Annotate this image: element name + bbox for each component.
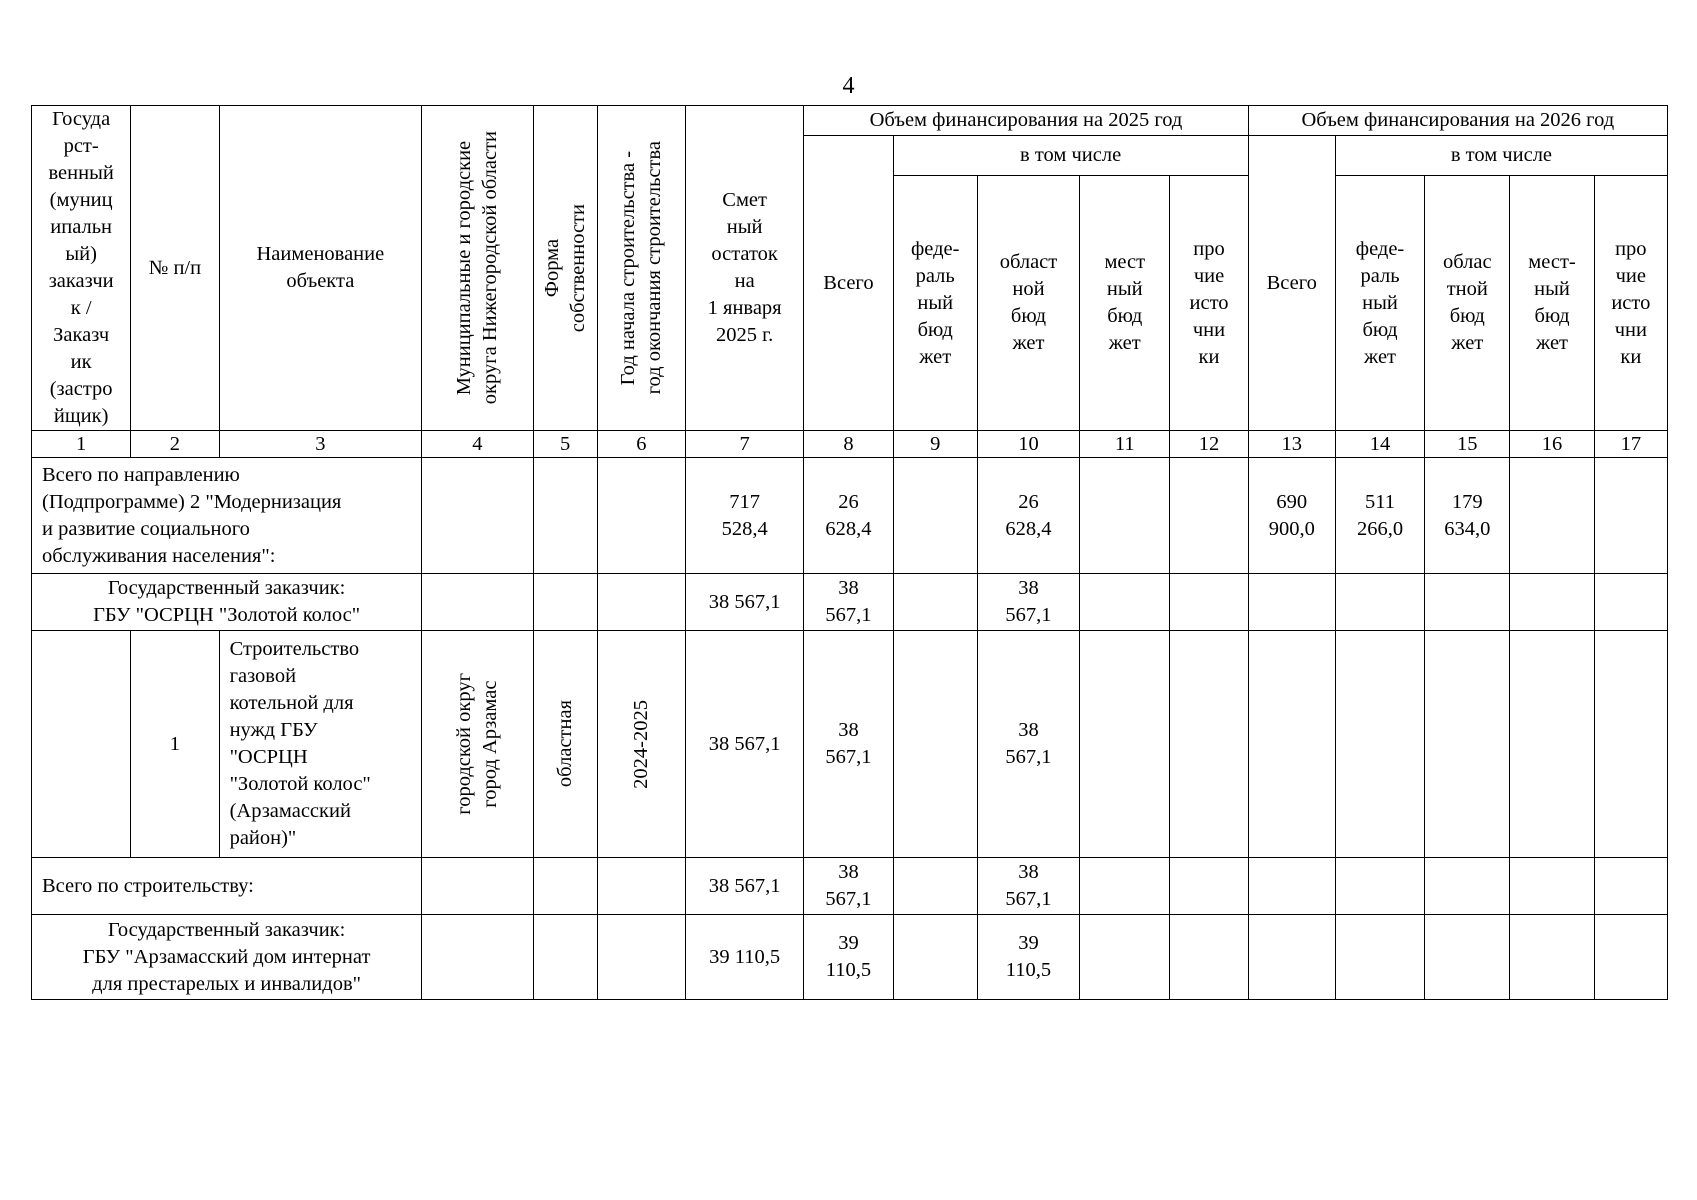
header-remaining: Смет ный остаток на 1 января 2025 г. [685,106,803,431]
header-local-2025: мест ный бюд жет [1080,176,1170,431]
object-1-years [597,631,685,858]
table-row-subprogram-total [32,458,1668,574]
header-federal-2025: феде- раль ный бюд жет [893,176,977,431]
subprogram-regional-2026: 179 634,0 [1425,458,1510,574]
empty-cell [1594,631,1667,858]
financing-table [31,105,1668,1000]
empty-cell [1594,858,1667,915]
empty-cell [1248,915,1335,1000]
column-number: 9 [893,431,977,458]
empty-cell [597,574,685,631]
subprogram-federal-2026: 511 266,0 [1335,458,1424,574]
empty-cell [1248,631,1335,858]
object-1-municipal-text: городской округ город Арзамас [453,673,502,815]
header-total-2025: Всего [804,136,893,431]
empty-cell [1335,915,1424,1000]
empty-cell [1335,858,1424,915]
subprogram-total-2025: 26 628,4 [804,458,893,574]
empty-cell [32,631,131,858]
column-number: 4 [422,431,533,458]
empty-cell [1594,458,1667,574]
empty-cell [1248,574,1335,631]
column-number: 14 [1335,431,1424,458]
empty-cell [1170,858,1248,915]
column-number: 10 [977,431,1079,458]
header-total-2026: Всего [1248,136,1335,431]
empty-cell [1080,858,1170,915]
header-regional-2025: област ной бюд жет [977,176,1079,431]
header-ownership-text: Форма собственности [541,203,590,333]
empty-cell [1425,915,1510,1000]
empty-cell [1425,631,1510,858]
empty-cell [1594,915,1667,1000]
empty-cell [597,915,685,1000]
object-1-regional-2025: 38 567,1 [977,631,1079,858]
header-funding-2026: Объем финансирования на 2026 год [1248,106,1667,136]
customer-1-regional-2025: 38 567,1 [977,574,1079,631]
empty-cell [533,574,597,631]
table-row-object-1 [32,631,1668,858]
empty-cell [533,858,597,915]
column-number: 17 [1594,431,1667,458]
table-row-customer-1 [32,574,1668,631]
empty-cell [1080,631,1170,858]
header-years [597,106,685,431]
column-number: 16 [1510,431,1594,458]
object-1-ownership [533,631,597,858]
empty-cell [1080,574,1170,631]
empty-cell [1170,574,1248,631]
empty-cell [893,631,977,858]
empty-cell [422,915,533,1000]
empty-cell [422,858,533,915]
empty-cell [1080,458,1170,574]
column-number: 12 [1170,431,1248,458]
customer-2-remaining: 39 110,5 [685,915,803,1000]
empty-cell [1170,915,1248,1000]
header-regional-2026: облас тной бюд жет [1425,176,1510,431]
header-other-2025: про чие исто чни ки [1170,176,1248,431]
empty-cell [422,574,533,631]
header-including-2026: в том числе [1335,136,1667,176]
header-funding-2025: Объем финансирования на 2025 год [804,106,1248,136]
construction-total-remaining: 38 567,1 [685,858,803,915]
empty-cell [1510,631,1594,858]
object-1-municipal [422,631,533,858]
empty-cell [1335,631,1424,858]
object-1-name: Строительство газовой котельной для нужд ГБУ "ОСРЦН "Золотой колос" (Арзамасский район)" [219,631,422,858]
empty-cell [533,458,597,574]
header-years-text: Год начала строительства - год окончания строительства [617,141,666,395]
header-other-2026: про чие исто чни ки [1594,176,1667,431]
customer-2-total-2025: 39 110,5 [804,915,893,1000]
empty-cell [1248,858,1335,915]
table-row-customer-2 [32,915,1668,1000]
column-number: 3 [219,431,422,458]
empty-cell [597,858,685,915]
table-row-construction-total [32,858,1668,915]
empty-cell [1510,458,1594,574]
header-customer: Госуда рст- венный (муниц ипальн ый) заказчи к / Заказч ик (застро йщик) [32,106,131,431]
empty-cell [1594,574,1667,631]
column-number: 15 [1425,431,1510,458]
empty-cell [1170,458,1248,574]
subprogram-total-2026: 690 900,0 [1248,458,1335,574]
page-number: 4 [842,73,855,99]
column-number: 2 [131,431,219,458]
header-number: № п/п [131,106,219,431]
column-number: 11 [1080,431,1170,458]
subprogram-regional-2025: 26 628,4 [977,458,1079,574]
header-object-name: Наименование объекта [219,106,422,431]
empty-cell [533,915,597,1000]
customer-1-label: Государственный заказчик: ГБУ "ОСРЦН "Золотой колос" [32,574,422,631]
empty-cell [1510,915,1594,1000]
header-federal-2026: феде- раль ный бюд жет [1335,176,1424,431]
empty-cell [893,458,977,574]
construction-total-2025: 38 567,1 [804,858,893,915]
column-number: 5 [533,431,597,458]
empty-cell [1425,858,1510,915]
construction-total-label: Всего по строительству: [32,858,422,915]
empty-cell [422,458,533,574]
header-including-2025: в том числе [893,136,1248,176]
customer-1-remaining: 38 567,1 [685,574,803,631]
header-local-2026: мест- ный бюд жет [1510,176,1594,431]
empty-cell [893,915,977,1000]
empty-cell [1080,915,1170,1000]
object-1-number: 1 [131,631,219,858]
customer-2-label: Государственный заказчик: ГБУ "Арзамасский дом интернат для престарелых и инвалидов" [32,915,422,1000]
column-number: 7 [685,431,803,458]
empty-cell [893,574,977,631]
empty-cell [1510,574,1594,631]
object-1-total-2025: 38 567,1 [804,631,893,858]
header-municipal [422,106,533,431]
header-municipal-text: Муниципальные и городские округа Нижегородской области [453,131,502,405]
object-1-years-text: 2024-2025 [630,699,653,789]
empty-cell [893,858,977,915]
empty-cell [1510,858,1594,915]
empty-cell [1425,574,1510,631]
object-1-remaining: 38 567,1 [685,631,803,858]
construction-regional-2025: 38 567,1 [977,858,1079,915]
subprogram-label: Всего по направлению (Подпрограмме) 2 "Модернизация и развитие социального обслуживания населения": [32,458,422,574]
object-1-ownership-text: областная [554,700,577,788]
column-number: 13 [1248,431,1335,458]
customer-1-total-2025: 38 567,1 [804,574,893,631]
column-number: 1 [32,431,131,458]
header-ownership [533,106,597,431]
column-number: 8 [804,431,893,458]
empty-cell [597,458,685,574]
customer-2-regional-2025: 39 110,5 [977,915,1079,1000]
subprogram-remaining: 717 528,4 [685,458,803,574]
column-number: 6 [597,431,685,458]
empty-cell [1170,631,1248,858]
empty-cell [1335,574,1424,631]
